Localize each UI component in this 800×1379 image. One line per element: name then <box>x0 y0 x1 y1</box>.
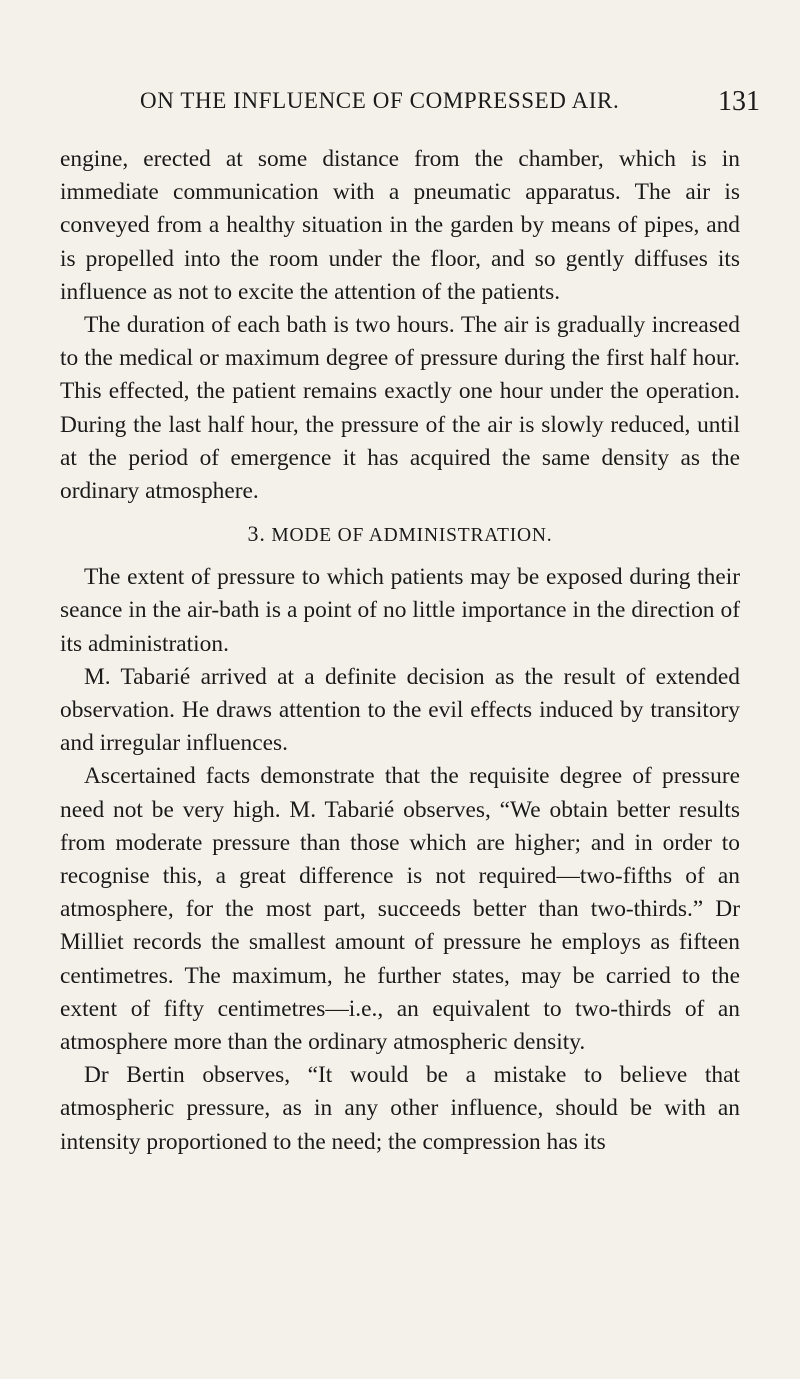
paragraph: engine, erected at some distance from the chamber, which is in immediate communication with a pneumatic apparatus. The air is conveyed from a healthy situation in the garden by means of pipes, and is propelled into the room under the floor, and so gently diffuses its influence as not to excite the attention of the patients. <box>60 146 740 305</box>
section-number: 3. <box>247 521 266 547</box>
paragraph: Dr Bertin observes, “It would be a mistake to believe that atmospheric pressure, as in any other influence, should be with an intensity proportioned to the need; the compression has its <box>60 1062 740 1155</box>
running-head: ON THE INFLUENCE OF COMPRESSED AIR. <box>140 88 620 113</box>
paragraph: The duration of each bath is two hours. The air is gradually increased to the medical or maximum degree of pressure during the first half hour. This effected, the patient remains exactly one hour under the operation. During the last half hour, the pressure of the air is slowly reduced, until at the period of emergence it has acquired the same density as the ordinary atmosphere. <box>60 312 740 505</box>
paragraph: Ascertained facts demonstrate that the requisite degree of pressure need not be very high. M. Tabarié observes, “We obtain better results from moderate pressure than those which are higher; and in order to recognise this, a great difference is not required—two-fifths of an atmosphere, for the most part, succeeds better than two-thirds.” Dr Milliet records the smallest amount of pressure he employs as fifteen centimetres. The maximum, he further states, may be carried to the extent of fifty centimetres—i.e., an equivalent to two-thirds of an atmosphere more than the ordinary atmospheric density. <box>60 763 740 1056</box>
paragraph: M. Tabarié arrived at a definite decision as the result of extended observation. He draws attention to the evil effects induced by transitory and irregular influences. <box>60 663 740 757</box>
paragraph: The extent of pressure to which patients may be exposed during their seance in the air-bath is a point of no little importance in the direction of its administration. <box>60 564 740 657</box>
section-heading <box>60 521 740 549</box>
page-body <box>60 143 740 1159</box>
section-title: MODE OF ADMINISTRATION. <box>271 525 553 547</box>
page-header <box>60 86 760 126</box>
page-number: 131 <box>718 86 760 117</box>
